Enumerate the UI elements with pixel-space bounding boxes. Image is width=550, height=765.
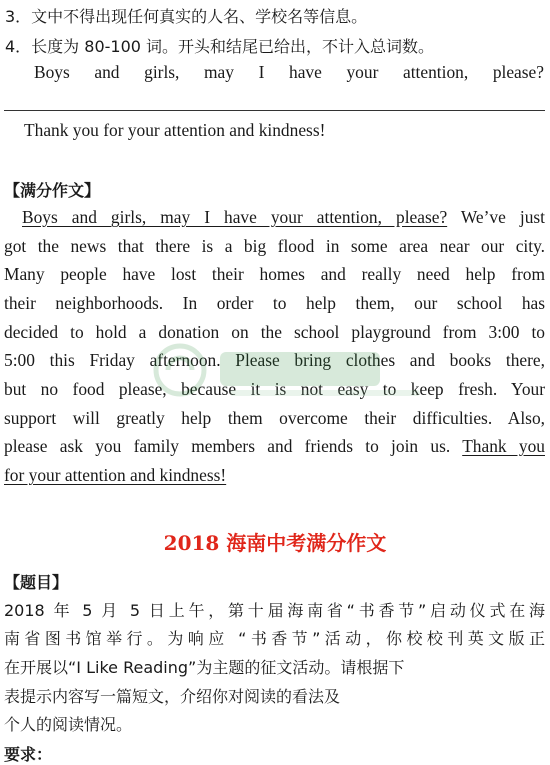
underlined-text: Boys and girls, may I have your attention, please?: [22, 207, 448, 227]
requirement-item-4: 4．长度为 80-100 词。开头和结尾已给出，不计入总词数。: [5, 37, 435, 56]
essay-line: [4, 436, 545, 457]
requirements-label: 要求：: [4, 745, 53, 764]
essay-text: their neighborhoods. In order to help them, our school has: [4, 293, 545, 313]
topic-line: 个人的阅读情况。: [4, 715, 133, 734]
topic-line: 南省图书馆举行。为响应 “书香节”活动，你校校刊英文版正: [4, 629, 545, 648]
given-closing: Thank you for your attention and kindness!: [24, 120, 326, 140]
model-essay-heading: 【满分作文】: [4, 181, 101, 200]
writing-line: [4, 110, 545, 111]
essay-line: [4, 264, 545, 285]
essay-line: [4, 465, 545, 486]
essay-line: [22, 207, 545, 228]
essay-line: [4, 350, 545, 371]
essay-text: 5:00 this Friday afternoon. Please bring clothes and books there,: [4, 350, 545, 370]
essay-text: We’ve just: [447, 207, 545, 227]
essay-line: [4, 293, 545, 314]
topic-line: 在开展以“I Like Reading”为主题的征文活动。请根据下: [4, 658, 405, 677]
essay-text: please ask you family members and friends to join us.: [4, 436, 463, 456]
given-opening: Boys and girls, may I have your attention, please?: [34, 62, 544, 82]
essay-text: support will greatly help them overcome their difficulties. Also,: [4, 408, 545, 428]
requirement-item-3: 3．文中不得出现任何真实的人名、学校名等信息。: [5, 7, 368, 26]
essay-text: but no food please, because it is not easy to keep fresh. Your: [4, 379, 545, 399]
essay-line: [4, 408, 545, 429]
essay-line: [4, 322, 545, 343]
essay-line: [4, 236, 545, 257]
topic-line: 2018 年 5 月 5 日上午，第十届海南省“书香节”启动仪式在海: [4, 601, 545, 620]
topic-heading: 【题目】: [4, 573, 69, 592]
essay-text: got the news that there is a big flood in some area near our city.: [4, 236, 545, 256]
essay-text: decided to hold a donation on the school playground from 3:00 to: [4, 322, 545, 342]
topic-line: 表提示内容写一篇短文，介绍你对阅读的看法及: [4, 687, 341, 706]
essay-text: Many people have lost their homes and really need help from: [4, 264, 545, 284]
underlined-text: Thank you: [462, 436, 545, 456]
section-title: 2018 海南中考满分作文: [163, 531, 387, 555]
essay-line: [4, 379, 545, 400]
underlined-text: for your attention and kindness!: [4, 465, 227, 485]
